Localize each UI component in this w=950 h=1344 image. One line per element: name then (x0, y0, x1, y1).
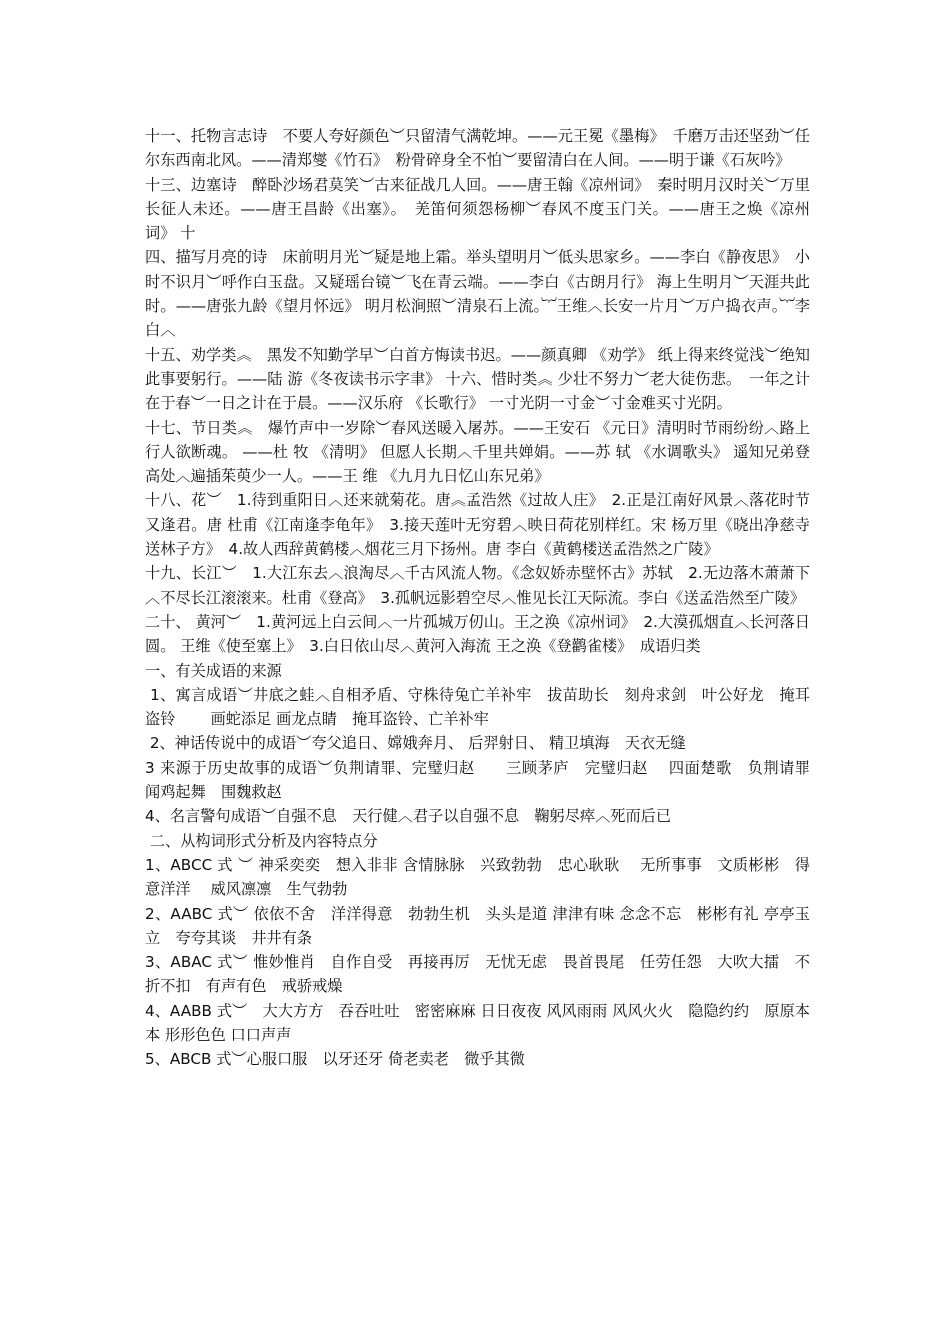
paragraph-jieri: 十七、节日类︽ 爆竹声中一岁除︶春风送暖入屠苏。——王安石 《元日》清明时节雨纷纷︿路上行人欲断魂。 ——杜 牧 《清明》 但愿人长期︿千里共婵娟。——苏 轼 《水调歌头》 遥知兄弟登高处︿遍插茱萸少一人。——王 维 《九月九日忆山东兄弟》 (145, 418, 810, 486)
paragraph-yuyan-chengyu: 1、寓言成语︶井底之蛙︿自相矛盾、守株待兔亡羊补牢 拔苗助长 刻舟求剑 叶公好龙 掩耳盗铃 画蛇添足 画龙点睛 掩耳盗铃、亡羊补牢 (145, 685, 810, 729)
paragraph-aabc: 2、AABC 式︶ 依依不舍 洋洋得意 勃勃生机 头头是道 津津有味 念念不忘 彬彬有礼 亭亭玉立 夸夸其谈 井井有条 (145, 904, 810, 947)
paragraph-yueliang: 四、描写月亮的诗 床前明月光︶疑是地上霜。举头望明月︶低头思家乡。——李白《静夜思》 小时不识月︶呼作白玉盘。又疑瑶台镜︶飞在青云端。——李白《古朗月行》 海上生明月︶天涯共此时。——唐张九龄《望月怀远》 明月松涧照︶清泉石上流。︸王维︿长安一片月︶万户捣衣声。︸李白︿ (145, 248, 810, 340)
paragraph-abcc: 1、ABCC 式 ︶ 神采奕奕 想入非非 含情脉脉 兴致勃勃 忠心耿耿 无所事事 文质彬彬 得意洋洋 威风凛凛 生气勃勃 (145, 855, 810, 899)
paragraph-huanghe: 二十、 黄河︶ 1.黄河远上白云间︿一片孤城万仞山。王之涣《凉州词》 2.大漠孤烟直︿长河落日圆。 王维《使至塞上》 3.白日依山尽︿黄河入海流 王之涣《登鹳雀楼》 成语归类 (145, 612, 810, 656)
paragraph-mingyan-chengyu: 4、名言警句成语︶自强不息 天行健︿君子以自强不息 鞠躬尽瘁︿死而后已 (145, 807, 672, 826)
paragraph-aabb: 4、AABB 式︶ 大大方方 吞吞吐吐 密密麻麻 日日夜夜 风风雨雨 风风火火 隐隐约约 原原本本 形形色色 口口声声 (145, 1001, 810, 1044)
heading-chengyu-laiyuan: 一、有关成语的来源 (145, 661, 282, 680)
paragraph-lishi-chengyu: 3 来源于历史故事的成语︶负荆请罪、完璧归赵 三顾茅庐 完璧归赵 四面楚歌 负荆请罪 闻鸡起舞 围魏救赵 (145, 758, 841, 802)
paragraph-quanxue: 十五、劝学类︽ 黑发不知勤学早︶白首方悔读书迟。——颜真卿 《劝学》 纸上得来终觉浅︶绝知此事要躬行。——陆 游《冬夜读书示字聿》 十六、惜时类︽ 少壮不努力︶老大徒伤悲。 一年之计在于春︶一日之计在于晨。——汉乐府 《长歌行》 一寸光阴一寸金︶寸金难买寸光阴。 (145, 345, 810, 413)
paragraph-shenhua-chengyu: 2、神话传说中的成语︶夸父追日、嫦娥奔月、 后羿射日、 精卫填海 天衣无缝 (145, 734, 686, 753)
paragraph-biansai: 十三、边塞诗 醉卧沙场君莫笑︶古来征战几人回。——唐王翰《凉州词》 秦时明月汉时关︶万里长征人未还。——唐王昌龄《出塞》。 羌笛何须怨杨柳︶春风不度玉门关。——唐王之焕《凉州词》 十 (145, 175, 810, 243)
paragraph-abac: 3、ABAC 式︶ 惟妙惟肖 自作自受 再接再厉 无忧无虑 畏首畏尾 任劳任怨 大吹大擂 不折不扣 有声有色 戒骄戒燥 (145, 953, 810, 996)
paragraph-hua: 十八、花︶ 1.待到重阳日︿还来就菊花。唐︽孟浩然《过故人庄》 2.正是江南好风景︿落花时节又逢君。唐 杜甫《江南逢李龟年》 3.接天莲叶无穷碧︿映日荷花别样红。宋 杨万里《晓出净慈寺送林子方》 4.故人西辞黄鹤楼︿烟花三月下扬州。唐 李白《黄鹤楼送孟浩然之广陵》 (145, 491, 810, 559)
paragraph-tuowu-yanzhi: 十一、托物言志诗 不要人夸好颜色︶只留清气满乾坤。——元王冕《墨梅》 千磨万击还坚劲︶任尔东西南北风。——清郑燮《竹石》 粉骨碎身全不怕︶要留清白在人间。——明于谦《石灰吟》 (145, 127, 810, 170)
document-body (145, 124, 841, 1072)
paragraph-abcb: 5、ABCB 式︶心服口服 以牙还牙 倚老卖老 微乎其微 (145, 1050, 525, 1069)
heading-goucì-xingshi: 二、从构词形式分析及内容特点分 (145, 831, 378, 850)
paragraph-changjiang: 十九、长江︶ 1.大江东去︿浪淘尽︿千古风流人物。《念奴娇赤壁怀古》苏轼 2.无边落木萧萧下︿不尽长江滚滚来。杜甫《登高》 3.孤帆远影碧空尽︿惟见长江天际流。李白《送孟浩然至广陵》 (145, 564, 810, 607)
